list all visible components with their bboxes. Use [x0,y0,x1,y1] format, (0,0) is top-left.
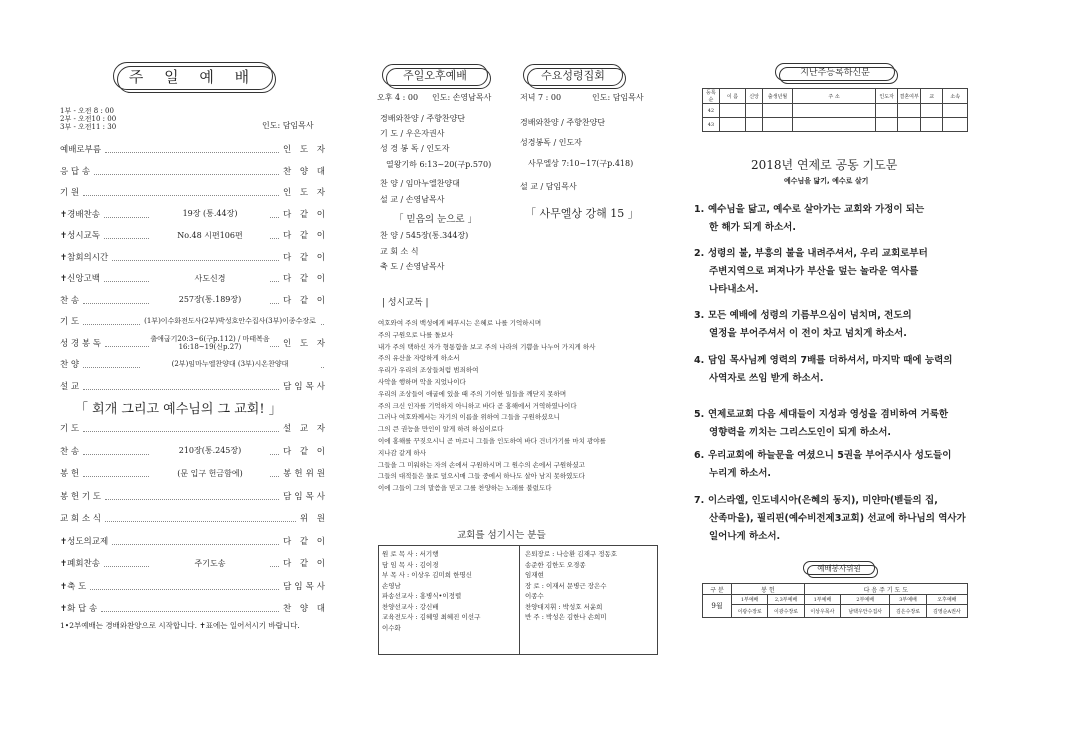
order-item-label: 교 회 소 식 [60,514,101,524]
order-item [60,601,328,615]
staff-line: 이종수 [525,592,544,600]
prayer-item [694,492,974,546]
order-item-person: 봉헌위원 [283,469,328,479]
dot-leader [83,188,279,196]
wednesday-time: 저녁 7 : 00 [520,93,562,102]
dot-leader [83,424,279,432]
afternoon-line: 설 교 / 손영남목사 [380,195,445,204]
service-cell: 이상우목사 [804,605,840,618]
service-cell: 이광수장로 [768,605,804,618]
order-item-label: 예배로부름 [60,145,102,155]
prayer-number: 2. [694,248,705,259]
order-item [60,336,328,350]
service-cell: 김영순A권사 [926,605,967,618]
reading-title: | 성시교독 | [382,298,429,308]
wednesday-sermon: 「 사무엘상 강해 15 」 [525,207,639,220]
order-item-person: 담임목사 [283,381,328,392]
prayer-text: 산족마을), 필리핀(예수비전제3교회) 선교에 하나님의 역사가 [709,513,966,524]
reading-line: 주의 크신 인자를 기억하지 아니하고 바다 곧 홍해에서 거역하였나이다 [378,401,577,410]
dot-leader [83,382,279,390]
prayer-number: 3. [694,310,705,321]
order-item [60,556,328,570]
afternoon-line: 기 도 / 우은자권사 [380,129,445,138]
order-item [60,250,328,264]
order-item [60,466,328,480]
prayer-text: 사역자로 쓰임 받게 하소서. [709,373,824,384]
order-item [60,444,328,458]
order-item [60,489,328,503]
order-item-person: 다 같 이 [282,231,328,241]
order-item-label: 봉 헌 기 도 [60,491,101,502]
order-item [60,228,328,242]
table-header: 등록순 [703,89,720,104]
sub-header: 1부예배 [732,595,768,605]
order-item-label: 응 답 송 [60,166,91,177]
order-item [60,534,328,548]
dot-leader [105,514,296,522]
reading-line: 사악을 행하며 악을 지었나이다 [378,378,466,386]
prayer-item [694,352,974,388]
staff-line: 교육전도사 : 김혜영 최혜진 이선구 [382,613,481,621]
reading-line: 이에 그들이 그의 말씀을 믿고 그를 찬양하는 노래를 불렀도다 [378,484,552,493]
order-item [60,164,328,178]
afternoon-title-box [382,64,488,86]
prayer-number: 5. [694,409,705,420]
dot-leader [112,253,279,261]
newcomers-title: 지난주등록하신분 [800,68,870,78]
sub-header: 2,3부예배 [768,595,804,605]
order-item-label: 찬 송 [60,295,80,306]
prayer-subtitle: 예수님을 닮기, 예수로 살기 [784,177,869,185]
table-header: 소속 [943,89,968,104]
order-item [60,185,328,199]
sub-header: 1부예배 [804,595,840,605]
service-cell: 이광수장로 [732,605,768,618]
afternoon-title: 주일오후예배 [403,69,467,82]
order-item-detail: (1부)이수화전도사(2부)박성호안수집사(3부)이종수장로 [140,316,320,326]
afternoon-line: 축 도 / 손영남목사 [380,262,445,271]
table-row [703,605,968,618]
order-item-detail: 210장(통.245장) [150,445,270,456]
order-item-label: 기 원 [60,188,80,198]
col-header: 구 분 [703,584,732,595]
prayer-text: 나타내소서. [709,284,759,295]
order-item-detail: 19장 (통.44장) [150,208,270,219]
prayer-number: 7. [694,495,705,506]
prayer-item [694,406,974,442]
dot-leader [90,582,279,590]
prayer-text: 일어나게 하소서. [709,531,781,542]
sub-header: 오후예배 [926,595,967,605]
reading-line: 주의 유산을 자랑하게 하소서 [378,354,460,363]
main-leader: 인도: 담임목사 [262,121,314,130]
order-item-label: 찬 양 [60,360,80,370]
month-cell: 9월 [703,595,732,618]
order-item-person: 담임목사 [283,581,328,592]
order-item-person: 다 같 이 [282,295,328,306]
newcomers-title-box [775,63,895,81]
dot-leader [112,537,279,545]
staff-line: 찬양선교사 : 강신배 [382,602,439,611]
order-item-detail: (2부)임마누엘찬양대 (3부)시온찬양대 [140,359,320,369]
order-item-person: 인 도 자 [282,338,328,349]
staff-line: 담 임 목 사 : 김이경 [382,560,439,569]
order-item [60,207,328,221]
table-row [703,595,968,605]
order-item-label: ✝화 답 송 [60,604,98,614]
afternoon-line: 찬 양 / 545장(통.344장) [380,231,469,240]
reading-line: 내가 주의 택하신 자가 형통함을 보고 주의 나라의 기쁨을 나누어 가지게 하사 [378,342,596,351]
order-item [60,314,328,328]
staff-line: 이수화 [382,623,401,632]
table-header: 출생년월 [762,89,792,104]
order-item-person: 다 같 이 [282,559,328,569]
afternoon-line: 경배와찬양 / 주향찬양단 [380,114,466,123]
wednesday-title-box [523,64,623,86]
order-item-person: 다 같 이 [282,252,328,263]
order-item-person: 다 같 이 [282,536,328,547]
table-header: 신앙 [746,89,763,104]
table-header: 이 름 [719,89,745,104]
order-item-person: 위 원 [299,514,328,524]
service-committee-title: 예배봉사위원 [817,564,861,573]
wednesday-line: 설 교 / 담임목사 [520,182,577,191]
staff-box [378,545,658,655]
service-committee-title-box [803,561,875,575]
table-header: 결혼여부 [898,89,921,104]
prayer-text: 모든 예배에 성령의 기름부으심이 넘치며, 전도의 [708,310,912,321]
row-number: 42 [703,104,720,118]
wednesday-line: 성경봉독 / 인도자 [520,138,582,147]
prayer-item [694,201,974,237]
staff-line: 부 목 사 : 이상우 김미희 한명신 [382,571,472,579]
prayer-text: 누리게 하소서. [709,468,771,479]
table-header: 교 [920,89,943,104]
prayer-text: 열정을 부어주셔서 이 전이 차고 넘치게 하소서. [709,328,907,339]
table-header: 인도자 [875,89,898,104]
afternoon-sermon: 「 믿음의 눈으로 」 [394,214,478,225]
staff-line: 손영남 [382,581,401,590]
col-header: 봉 헌 [732,584,805,595]
prayer-text: 담임 목사님께 영력의 7배를 더하셔서, 마지막 때에 능력의 [708,355,953,366]
order-item-person: 담임목사 [283,491,328,502]
main-service-title-box [113,62,273,90]
order-item [60,579,328,593]
order-item-label: ✝참회의시간 [60,252,109,263]
order-item-label: 기 도 [60,317,80,327]
dot-leader [105,492,279,500]
order-item-label: ✝신앙고백 [60,274,100,284]
prayer-number: 1. [694,204,705,215]
order-item-detail: 사도신경 [150,273,270,284]
wednesday-leader: 인도: 담임목사 [592,93,644,102]
dot-leader [101,604,279,612]
prayer-text: 한 해가 되게 하소서. [709,222,796,233]
order-item [60,511,328,525]
order-item [60,142,328,156]
staff-line: 원 로 목 사 : 서기행 [382,550,439,558]
wednesday-title: 수요성령집회 [541,69,605,82]
sub-header: 3부예배 [890,595,926,605]
prayer-text: 예수님을 닮고, 예수로 살아가는 교회와 가정이 되는 [708,204,925,215]
col-header: 다 음 주 기 도 도 [804,584,967,595]
order-item-person: 찬 양 대 [282,166,328,177]
reading-line: 주의 구원으로 나를 돌보사 [378,330,454,339]
reading-line: 우리의 조상들이 애굽에 있을 때 주의 기이한 일들을 깨닫지 못하며 [378,389,567,398]
order-item [60,293,328,307]
service-cell: 남택우안수집사 [841,605,890,618]
order-item [60,379,328,393]
staff-line: 파송선교사 : 홍병식•이정렬 [382,592,462,600]
prayer-item [694,447,974,483]
order-item-person: 다 같 이 [282,209,328,220]
reading-line: 이에 홍해를 꾸짖으시니 곧 마르니 그들을 인도하여 바다 건너가기를 마치 광야를 [378,437,606,445]
dot-leader [105,145,279,153]
order-item-person: 다 같 이 [282,274,328,284]
order-item-label: 봉 헌 [60,469,80,479]
order-item-person: 찬 양 대 [282,604,328,614]
order-item-label: 찬 송 [60,446,80,457]
order-item-person: 인 도 자 [282,145,328,155]
staff-title: 교회를 섬기시는 분들 [457,530,546,541]
prayer-number: 6. [694,450,705,461]
main-service-title: 주 일 예 배 [128,68,258,86]
reading-line: 그들을 그 미워하는 자의 손에서 구원하시며 그 원수의 손에서 구원하셨고 [378,460,585,469]
afternoon-line: 교 회 소 식 [380,247,419,256]
order-item [60,421,328,435]
footer-note: 1•2부예배는 경배와찬양으로 시작합니다. ✝표에는 일어서시기 바랍니다. [60,621,300,630]
reading-line: 그러나 여호와께서는 자기의 이름을 위하여 그들을 구원하셨으니 [378,413,560,422]
order-item [60,357,328,371]
staff-line: 반 주 : 박성은 김한나 손희미 [525,613,607,621]
order-item [60,271,328,285]
reading-line: 그들의 대적들은 물로 덮으시매 그들 중에서 하나도 살아 남지 못하였도다 [378,472,585,481]
order-item-label: ✝축 도 [60,581,87,592]
reading-line: 지나감 같게 하사 [378,448,427,457]
prayer-text: 이스라엘, 인도네시아(은혜의 동지), 미얀마(벧들의 집, [708,495,938,506]
time-3: 3부 - 오전11 : 30 [60,123,117,131]
table-row [703,104,968,118]
order-item-detail: 주기도송 [150,558,270,569]
prayer-text: 주변지역으로 퍼져나가 부산을 덮는 놀라운 역사를 [709,266,919,277]
staff-line: 장 로 : 이재서 문병근 장은수 [525,581,607,590]
time-2: 2부 - 오전10 : 00 [60,115,117,123]
service-cell: 김은수장로 [890,605,926,618]
row-number: 43 [703,118,720,132]
prayer-title: 2018년 연제로 공동 기도문 [751,158,898,172]
order-item-detail: No.48 시편106편 [150,230,270,241]
prayer-item [694,245,974,299]
service-committee-table [702,583,968,618]
order-item-detail: 출애굽기20:3~6(구p.112) / 마태복음16:18~19(신p.27) [150,334,270,351]
order-item-person: 설 교 자 [282,424,328,434]
table-header-row [703,89,968,104]
sermon-title: 「 회개 그리고 예수님의 그 교회! 」 [75,402,282,417]
afternoon-leader: 인도: 손영남목사 [432,93,492,102]
staff-line: 은퇴장로 : 나승환 김재구 정동호 [525,550,618,558]
staff-line: 임재현 [525,571,544,579]
prayer-text: 연제로교회 다음 세대들이 지성과 영성을 겸비하여 거룩한 [708,409,949,420]
order-item-label: ✝성도의교제 [60,536,109,547]
order-item-person: 다 같 이 [282,446,328,457]
wednesday-line: 경배와찬양 / 주향찬양단 [520,118,606,127]
newcomers-table [702,88,968,132]
prayer-number: 4. [694,355,705,366]
staff-line: 송준한 김한도 오경종 [525,560,586,569]
order-item-detail: 257장(통.189장) [150,294,270,305]
prayer-text: 성령의 불, 부흥의 불을 내려주셔서, 우리 교회로부터 [708,248,928,259]
wednesday-line: 사무엘상 7:10~17(구p.418) [528,159,634,168]
afternoon-line: 성 경 봉 독 / 인도자 [380,144,450,153]
afternoon-line: 찬 양 / 임마누엘찬양대 [380,179,460,188]
order-item-person: 인 도 자 [282,188,328,198]
dot-leader [94,167,279,175]
order-item-label: 기 도 [60,424,80,434]
order-item-label: 설 교 [60,381,80,392]
time-1: 1부 - 오전 8 : 00 [60,107,114,115]
reading-line: 우리가 우리의 조상들처럼 범죄하여 [378,366,479,375]
order-item-label: 성 경 봉 독 [60,338,101,349]
order-item-label: ✝경배찬송 [60,209,100,220]
reading-line: 여호와여 주의 백성에게 베푸시는 은혜로 나를 기억하시며 [378,319,542,327]
prayer-text: 영향력을 끼치는 그리스도인이 되게 하소서. [709,427,892,438]
afternoon-time: 오후 4 : 00 [377,93,419,102]
prayer-item [694,307,974,343]
service-times [60,107,116,131]
staff-line: 찬양대지휘 : 박성호 서윤희 [525,602,603,611]
table-row [703,118,968,132]
order-item-label: ✝성시교독 [60,231,100,241]
order-item-label: ✝폐회찬송 [60,559,100,569]
prayer-text: 우리교회에 하늘문을 여셨으니 5권을 부어주시사 성도들이 [708,450,952,461]
order-item-detail: (문 입구 헌금함에) [150,468,270,479]
afternoon-line: 열왕기하 6:13~20(구p.570) [386,160,492,169]
table-row [703,584,968,595]
sub-header: 2부예배 [841,595,890,605]
table-header: 주 소 [793,89,876,104]
reading-line: 그의 큰 권능을 만인이 알게 하려 하심이로다 [378,425,504,434]
